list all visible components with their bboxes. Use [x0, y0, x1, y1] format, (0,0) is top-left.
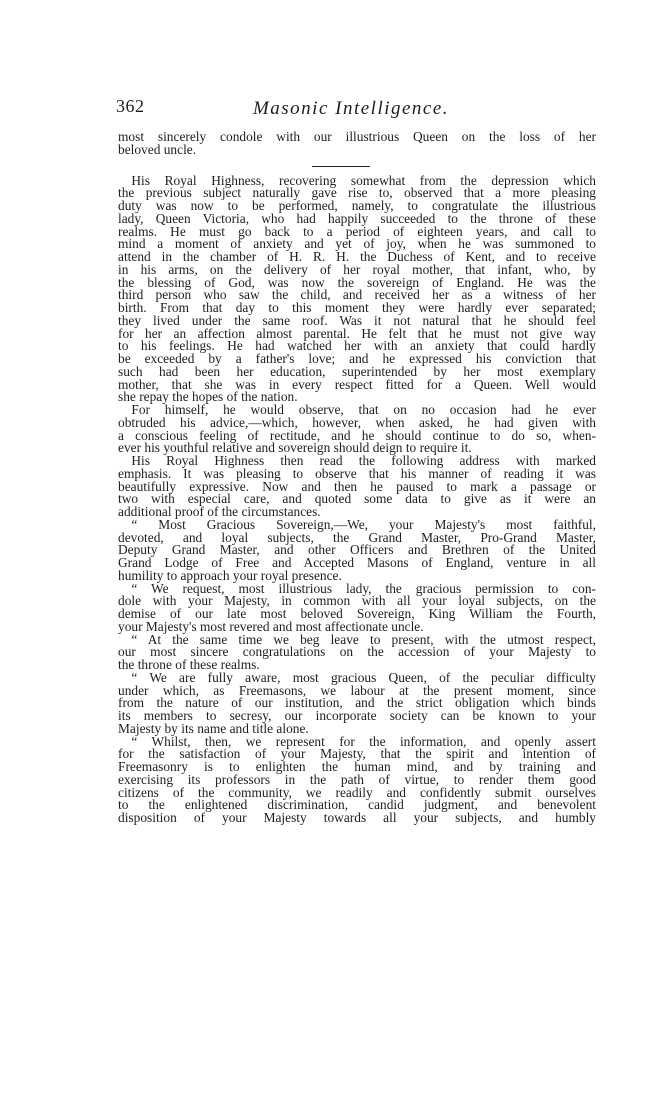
text-line: in his arms, on the delivery of her royal mother, that infant, who, by — [118, 261, 596, 277]
paragraph — [118, 404, 596, 455]
text-line: the previous subject naturally gave rise to, observed that a more pleasing — [118, 185, 596, 201]
page-number: 362 — [116, 96, 145, 116]
paragraph — [118, 669, 596, 736]
text-line: His Royal Highness then read the following address with marked — [118, 453, 596, 468]
text-line: emphasis. It was pleasing to observe that his manner of reading it was — [118, 465, 596, 481]
text-line: exercising its professors in the path of virtue, to render them good — [118, 771, 596, 787]
text-line: beloved uncle. — [118, 141, 197, 157]
page-header — [106, 96, 596, 126]
text-line: Grand Lodge of Free and Accepted Masons of England, venture in all — [118, 555, 596, 570]
text-line: obtruded his advice,—which, however, when asked, he had given with — [118, 414, 596, 430]
text-line: under which, as Freemasons, we labour at the present moment, since — [118, 682, 596, 698]
text-line: Deputy Grand Master, and other Officers and Brethren of the United — [118, 542, 596, 558]
paragraph — [118, 733, 596, 825]
text-line: realms. He must go back to a period of eighteen years, and call to — [118, 223, 596, 239]
paragraph — [118, 631, 596, 672]
section-divider — [118, 157, 596, 175]
text-line: for the satisfaction of your Majesty, that the spirit and intention of — [118, 746, 596, 762]
text-line: ever his youthful relative and sovereign should deign to require it. — [118, 440, 472, 456]
text-line: dole with your Majesty, in common with all your loyal subjects, on the — [118, 593, 596, 609]
text-line: additional proof of the circumstances. — [118, 504, 321, 519]
text-line: beautifully expressive. Now and then he paused to mark a passage or — [118, 478, 596, 494]
text-line: “ We request, most illustrious lady, the gracious permission to con- — [118, 580, 596, 596]
text-line: His Royal Highness, recovering somewhat from the depression which — [118, 172, 596, 188]
running-title: Masonic Intelligence. — [252, 98, 450, 119]
text-line: most sincerely condole with our illustrious Queen on the loss of her — [118, 129, 596, 144]
text-line: to the enlightened discrimination, candid judgment, and benevolent — [118, 797, 596, 813]
text-line: “ At the same time we beg leave to present, with the utmost respect, — [118, 631, 596, 647]
text-line: the blessing of God, was now the sovereign of England. He was the — [118, 274, 596, 290]
text-line: attend in the chamber of H. R. H. the Duchess of Kent, and to receive — [118, 249, 596, 264]
text-line: from the nature of our institution, and the strict obligation which binds — [118, 695, 596, 711]
text-line: citizens of the community, we readily and confidently submit ourselves — [118, 784, 596, 800]
text-line: devoted, and loyal subjects, the Grand Master, Pro-Grand Master, — [118, 529, 596, 545]
text-line: for her an affection almost parental. He felt that he must not give way — [118, 325, 596, 341]
text-line: be exceeded by a father's love; and he expressed his conviction that — [118, 351, 596, 366]
text-line: two with especial care, and quoted some data to give as it were an — [118, 491, 596, 507]
text-line: demise of our late most beloved Sovereign, King William the Fourth, — [118, 606, 596, 621]
paragraph — [118, 172, 596, 405]
text-line: birth. From that day to this moment they were hardly ever separated; — [118, 300, 596, 315]
text-line: your Majesty's most revered and most affectionate uncle. — [118, 618, 424, 634]
text-line: Freemasonry is to enlighten the human mind, and by training and — [118, 759, 596, 774]
paragraph — [118, 580, 596, 634]
body-text — [118, 131, 596, 825]
text-line: a conscious feeling of rectitude, and he should continue to do so, when- — [118, 427, 596, 443]
paragraph — [118, 516, 596, 583]
text-line: lady, Queen Victoria, who had happily succeeded to the throne of these — [118, 210, 596, 226]
text-line: “ Most Gracious Sovereign,—We, your Majesty's most faithful, — [118, 516, 596, 532]
text-line: our most sincere congratulations on the accession of your Majesty to — [118, 644, 596, 660]
text-line: For himself, he would observe, that on no occasion had he ever — [118, 402, 596, 417]
text-line: its members to secresy, our incorporate society can be known to your — [118, 708, 596, 723]
text-line: the throne of these realms. — [118, 657, 260, 672]
divider-rule — [312, 166, 370, 167]
text-line: she repay the hopes of the nation. — [118, 389, 298, 405]
text-line: to his feelings. He had watched her with an anxiety that could hardly — [118, 338, 596, 354]
text-line: “ Whilst, then, we represent for the information, and openly assert — [118, 733, 596, 749]
paragraph — [118, 131, 596, 157]
text-line: “ We are fully aware, most gracious Queen, of the peculiar difficulty — [118, 669, 596, 685]
text-line: disposition of your Majesty towards all your subjects, and humbly — [118, 810, 596, 825]
text-line: third person who saw the child, and received her as a witness of her — [118, 287, 596, 303]
text-line: mind a moment of anxiety and yet of joy, when he was summoned to — [118, 236, 596, 252]
text-line: they lived under the same roof. Was it not natural that he should feel — [118, 312, 596, 328]
paragraph — [118, 455, 596, 519]
text-line: Majesty by its name and title alone. — [118, 720, 309, 736]
text-line: humility to approach your royal presence. — [118, 567, 342, 583]
text-line: mother, that she was in every respect fitted for a Queen. Well would — [118, 376, 596, 392]
text-line: such had been her education, superintended by her most exemplary — [118, 363, 596, 379]
text-line: duty was now to be performed, namely, to congratulate the illustrious — [118, 198, 596, 213]
